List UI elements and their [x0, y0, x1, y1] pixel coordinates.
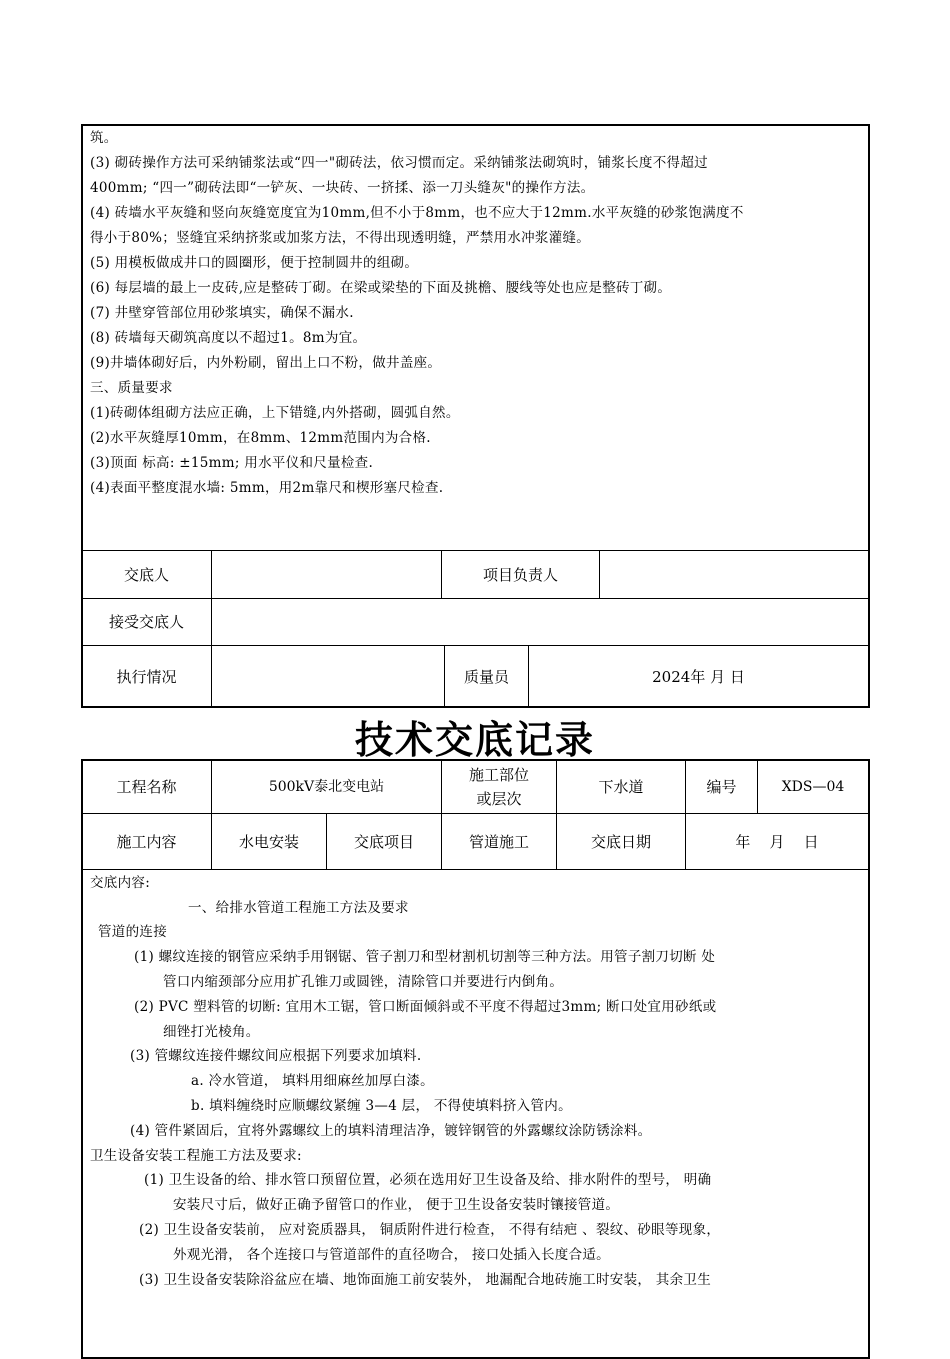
- text-line: (5) 用模板做成井口的圆圈形，便于控制圆井的组砌。: [90, 255, 419, 271]
- construction-part-value: 下水道: [598, 777, 644, 796]
- text-line: (2) 卫生设备安装前， 应对瓷质器具， 铜质附件进行检查， 不得有结疤 、裂纹、砂眼等现象，: [139, 1222, 721, 1238]
- handover-item-value: 管道施工: [468, 832, 529, 851]
- text-line: (9)井墙体砌好后，内外粉刷，留出上口不粉，做井盖座。: [90, 355, 442, 371]
- construction-content-value: 水电安装: [238, 832, 299, 851]
- text-line: (1) 卫生设备的给、排水管口预留位置，必须在选用好卫生设备及给、排水附件的型号， 明确: [144, 1172, 712, 1188]
- project-lead-label: 项目负责人: [482, 565, 558, 584]
- text-line: (4) 砖墙水平灰缝和竖向灰缝宽度宜为10mm,但不小于8mm，也不应大于12mm.水平灰缝的砂浆饱满度不: [90, 205, 744, 221]
- execution-label: 执行情况: [116, 667, 177, 686]
- section-heading: 一、给排水管道工程施工方法及要求: [188, 900, 409, 916]
- text-line: (3) 砌砖操作方法可采纳铺浆法或“四一"砌砖法，依习惯而定。采纳铺浆法砌筑时，铺浆长度不得超过: [90, 155, 708, 171]
- page-title: 技术交底记录: [354, 718, 595, 762]
- construction-content-label: 施工内容: [116, 832, 177, 851]
- text-line: (7) 井壁穿管部位用砂浆填实，确保不漏水.: [90, 305, 354, 321]
- text-line: 安装尺寸后，做好正确予留管口的作业， 便于卫生设备安装时镶接管道。: [173, 1197, 620, 1213]
- project-name-label: 工程名称: [116, 777, 177, 796]
- text-line: (3)顶面 标高: ±15mm; 用水平仪和尺量检查.: [90, 455, 374, 471]
- handover-person-label: 交底人: [123, 565, 169, 584]
- content-label: 交底内容:: [90, 875, 151, 891]
- quality-officer-label: 质量员: [463, 667, 509, 686]
- handover-date-label: 交底日期: [590, 832, 651, 851]
- handover-person-field[interactable]: [212, 551, 441, 598]
- execution-field[interactable]: [212, 646, 444, 707]
- text-line: (1) 螺纹连接的钢管应采纳手用钢锯、管子割刀和型材割机切割等三种方法。用管子割刀切断 处: [134, 949, 716, 965]
- text-line: a. 冷水管道， 填料用细麻丝加厚白漆。: [191, 1073, 434, 1089]
- text-line: 管口内缩颈部分应用扩孔锥刀或圆锉，清除管口并要进行内倒角。: [163, 974, 564, 990]
- text-line: 筑。: [90, 130, 118, 146]
- text-line: (3) 卫生设备安装除浴盆应在墙、地饰面施工前安装外， 地漏配合地砖施工时安装， 其余卫生: [139, 1272, 711, 1288]
- sub-heading: 卫生设备安装工程施工方法及要求:: [90, 1148, 302, 1164]
- receiver-label: 接受交底人: [108, 613, 184, 631]
- handover-item-label: 交底项目: [353, 832, 414, 851]
- sign-date: 2024年 月 日: [652, 667, 745, 686]
- project-lead-field[interactable]: [600, 551, 868, 598]
- project-name-value: 500kV泰北变电站: [268, 778, 385, 795]
- text-line: (6) 每层墙的最上一皮砖,应是整砖丁砌。在梁或梁垫的下面及挑檐、腰线等处也应是整砖丁砌。: [90, 280, 672, 296]
- number-value: XDS—04: [781, 778, 845, 795]
- handover-date-value: 年 月 日: [735, 832, 819, 851]
- text-line: (4)表面平整度混水墙: 5mm，用2m靠尺和楔形塞尺检查.: [90, 480, 444, 496]
- text-line: (2)水平灰缝厚10mm，在8mm、12mm范围内为合格.: [90, 430, 431, 446]
- construction-part-label: 施工部位 或层次: [468, 765, 529, 808]
- text-line: 得小于80%；竖缝宜采纳挤浆或加浆方法，不得出现透明缝，严禁用水冲浆灌缝。: [90, 230, 591, 246]
- text-line: 细锉打光棱角。: [163, 1024, 260, 1040]
- text-line: (3) 管螺纹连接件螺纹间应根据下列要求加填料.: [130, 1048, 422, 1064]
- number-label: 编号: [706, 777, 737, 796]
- text-line: (1)砖砌体组砌方法应正确，上下错缝,内外搭砌，圆弧自然。: [90, 405, 460, 421]
- text-line: (4) 管件紧固后，宜将外露螺纹上的填料清理洁净，镀锌钢管的外露螺纹涂防锈涂料。: [130, 1123, 652, 1139]
- text-line: (2) PVC 塑料管的切断: 宜用木工锯，管口断面倾斜或不平度不得超过3mm; 断口处宜用砂纸或: [134, 999, 717, 1015]
- sub-heading: 管道的连接: [98, 924, 167, 940]
- text-line: (8) 砖墙每天砌筑高度以不超过1。8m为宜。: [90, 330, 367, 346]
- text-line: 400mm; “四一”砌砖法即“一铲灰、一块砖、一挤揉、添一刀头缝灰"的操作方法。: [90, 180, 595, 196]
- receiver-field[interactable]: [212, 599, 868, 645]
- section-heading: 三、质量要求: [90, 380, 173, 396]
- text-line: 外观光滑， 各个连接口与管道部件的直径吻合， 接口处插入长度合适。: [173, 1247, 610, 1263]
- grid-line: [81, 869, 870, 870]
- text-line: b. 填料缠绕时应顺螺纹紧缠 3—4 层， 不得使填料挤入管内。: [191, 1098, 572, 1114]
